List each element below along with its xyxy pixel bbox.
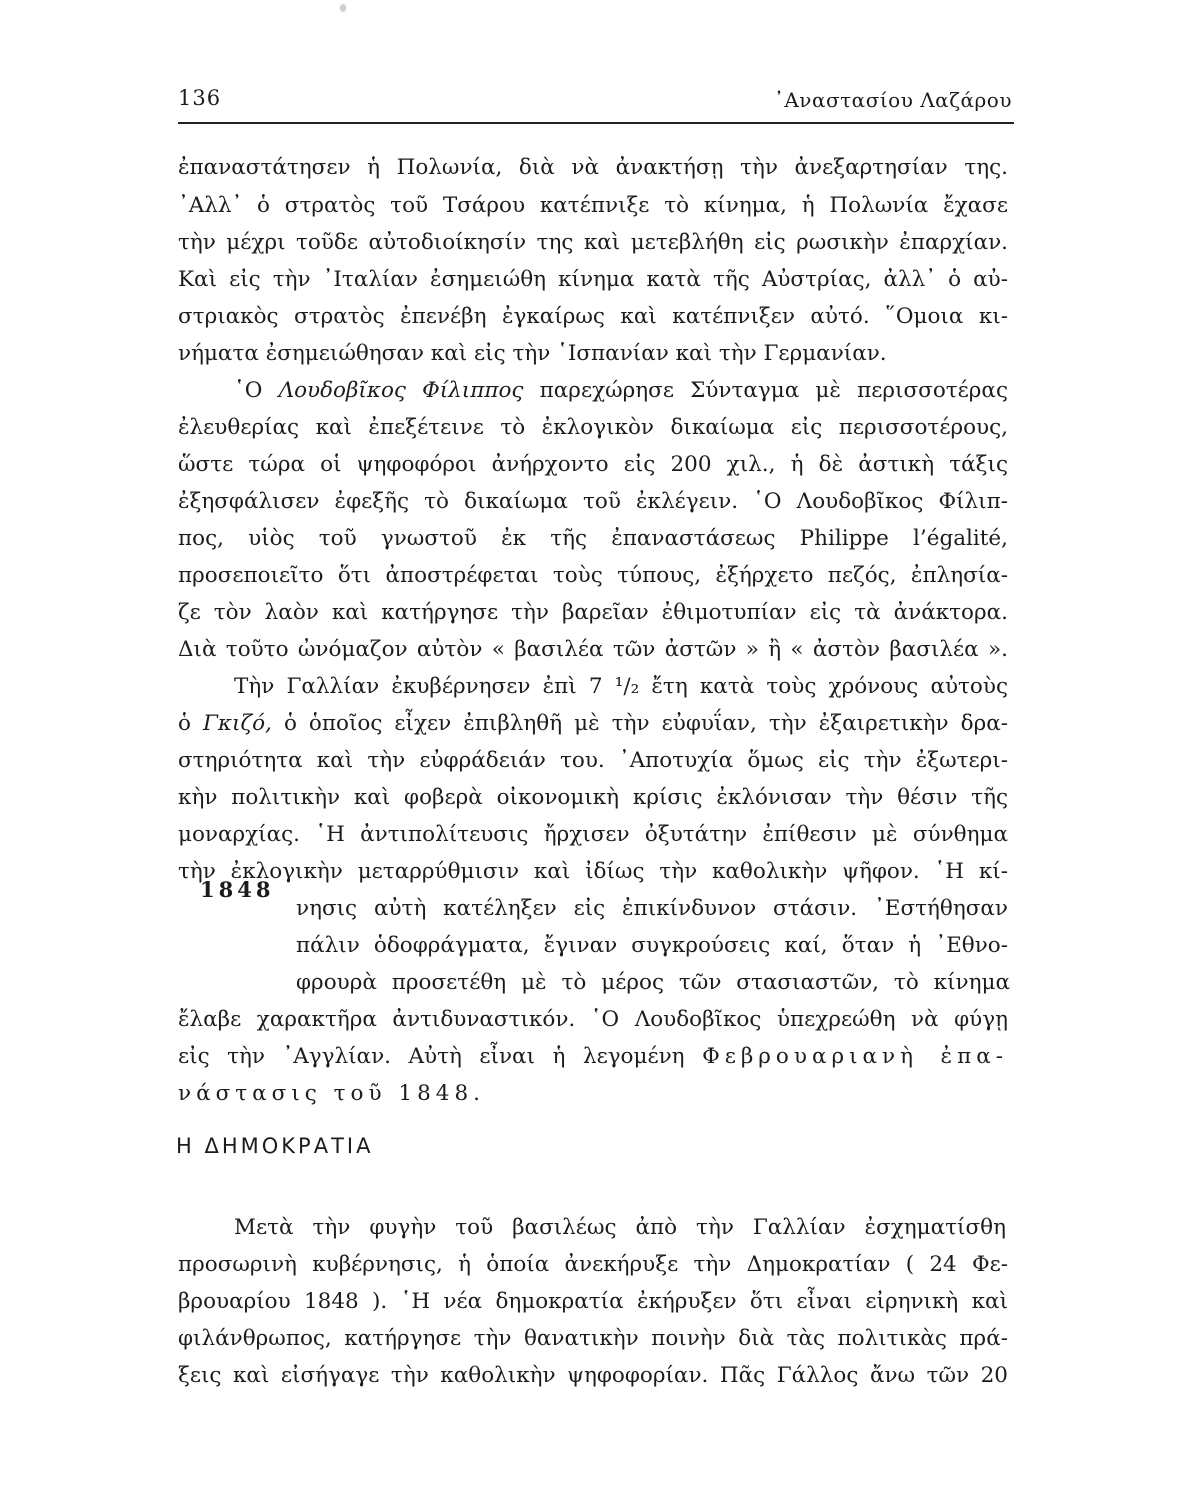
running-head: ᾿Αναστασίου Λαζάρου <box>773 88 1012 112</box>
paragraph-first-line <box>234 373 1008 409</box>
text-line <box>178 1076 1008 1112</box>
text-line: νήματα ἐσημειώθησαν καὶ εἰς τὴν ῾Ισπανίαν καὶ τὴν Γερμανίαν. <box>178 341 887 366</box>
text-line: πος, υἱὸς τοῦ γνωστοῦ ἐκ τῆς ἐπαναστάσεως Philippe l’égalité, <box>178 526 1008 551</box>
text-line: ξεις καὶ εἰσήγαγε τὴν καθολικὴν ψηφοφορίαν. Πᾶς Γάλλος ἄνω τῶν 20 <box>178 1363 1008 1388</box>
text-line: ὥστε τώρα οἱ ψηφοφόροι ἀνήρχοντο εἰς 200 χιλ., ἡ δὲ ἀστικὴ τάξις <box>178 452 1008 477</box>
text-line: τὴν ἐκλογικὴν μεταρρύθμισιν καὶ ἰδίως τὴν καθολικὴν ψῆφον. ῾Η κί- <box>178 859 1008 884</box>
text-run: ὁ ὁποῖος εἶχεν ἐπιβληθῆ μὲ τὴν εὐφυΐαν, τὴν ἐξαιρετικὴν δρα- <box>271 711 1008 736</box>
text-line: στριακὸς στρατὸς ἐπενέβη ἐγκαίρως καὶ κατέπνιξεν αὐτό. ῞Ομοια κι- <box>178 304 1008 329</box>
text-line: Διὰ τοῦτο ὠνόμαζον αὐτὸν « βασιλέα τῶν ἀστῶν » ἢ « ἀστὸν βασιλέα ». <box>178 637 1008 662</box>
text-line: μοναρχίας. ῾Η ἀντιπολίτευσις ἤρχισεν ὀξυτάτην ἐπίθεσιν μὲ σύνθημα <box>178 822 1008 847</box>
text-line: κὴν πολιτικὴν καὶ φοβερὰ οἰκονομικὴ κρίσις ἐκλόνισαν τὴν θέσιν τῆς <box>178 785 1008 810</box>
text-line: Καὶ εἰς τὴν ᾿Ιταλίαν ἐσημειώθη κίνημα κατὰ τῆς Αὐστρίας, ἀλλ᾿ ὁ αὐ- <box>178 267 1008 292</box>
paper-speck <box>340 4 346 12</box>
text-line: ἐλευθερίας καὶ ἐπεξέτεινε τὸ ἐκλογικὸν δικαίωμα εἰς περισσοτέρους, <box>178 415 1008 440</box>
text-line: Μετὰ τὴν φυγὴν τοῦ βασιλέως ἀπὸ τὴν Γαλλίαν ἐσχηματίσθη <box>234 1215 1006 1240</box>
italic-name: Λουδοβῖκος Φίλιππος <box>278 378 524 403</box>
text-line <box>178 1039 1008 1075</box>
text-line: βρουαρίου 1848 ). ῾Η νέα δημοκρατία ἐκήρυξεν ὅτι εἶναι εἰρηνικὴ καὶ <box>178 1289 1008 1314</box>
text-run: ὁ <box>178 711 203 736</box>
spaced-term: Φεβρουαριανὴ ἐπα- <box>702 1044 1008 1069</box>
spaced-term: νάστασις τοῦ 1848. <box>178 1081 485 1106</box>
margin-year-note: 1848 <box>200 877 275 902</box>
text-run: ῾Ο <box>234 378 279 403</box>
italic-name: Γκιζό, <box>203 711 272 736</box>
text-line: τὴν μέχρι τοῦδε αὐτοδιοίκησίν της καὶ μετεβλήθη εἰς ρωσικὴν ἐπαρχίαν. <box>178 230 1008 255</box>
page-header <box>178 86 1012 116</box>
text-line: ζε τὸν λαὸν καὶ κατήργησε τὴν βαρεῖαν ἐθιμοτυπίαν εἰς τὰ ἀνάκτορα. <box>178 600 1008 625</box>
text-line: προσωρινὴ κυβέρνησις, ἡ ὁποία ἀνεκήρυξε τὴν Δημοκρατίαν ( 24 Φε- <box>178 1252 1008 1277</box>
section-heading: Η ΔΗΜΟΚΡΑΤΙΑ <box>176 1134 374 1158</box>
text-line: νησις αὐτὴ κατέληξεν εἰς ἐπικίνδυνον στάσιν. ᾿Εστήθησαν <box>296 896 1008 921</box>
text-line: ᾿Αλλ᾿ ὁ στρατὸς τοῦ Τσάρου κατέπνιξε τὸ κίνημα, ἡ Πολωνία ἔχασε <box>178 193 1008 218</box>
text-line: πάλιν ὁδοφράγματα, ἔγιναν συγκρούσεις καί, ὅταν ἡ ᾿Εθνο- <box>296 933 1008 958</box>
text-line: Τὴν Γαλλίαν ἐκυβέρνησεν ἐπὶ 7 ¹/₂ ἔτη κατὰ τοὺς χρόνους αὐτοὺς <box>234 674 1008 699</box>
text-run: παρεχώρησε Σύνταγμα μὲ περισσοτέρας <box>523 378 1008 403</box>
text-line: ἔλαβε χαρακτῆρα ἀντιδυναστικόν. ῾Ο Λουδοβῖκος ὑπεχρεώθη νὰ φύγῃ <box>178 1007 1008 1032</box>
page-number: 136 <box>178 86 222 110</box>
text-line: ἐξησφάλισεν ἐφεξῆς τὸ δικαίωμα τοῦ ἐκλέγειν. ῾Ο Λουδοβῖκος Φίλιπ- <box>178 489 1008 514</box>
text-line <box>178 706 1008 742</box>
text-run: εἰς τὴν ᾿Αγγλίαν. Αὐτὴ εἶναι ἡ λεγομένη <box>178 1044 703 1069</box>
text-line: στηριότητα καὶ τὴν εὐφράδειάν του. ᾿Αποτυχία ὅμως εἰς τὴν ἐξωτερι- <box>178 748 1008 773</box>
text-line: ἐπαναστάτησεν ἡ Πολωνία, διὰ νὰ ἀνακτήσῃ τὴν ἀνεξαρτησίαν της. <box>178 155 1008 180</box>
text-line: φρουρὰ προσετέθη μὲ τὸ μέρος τῶν στασιαστῶν, τὸ κίνημα <box>296 970 1010 995</box>
header-rule <box>178 122 1014 124</box>
text-line: φιλάνθρωπος, κατήργησε τὴν θανατικὴν ποινὴν διὰ τὰς πολιτικὰς πρά- <box>178 1326 1008 1351</box>
text-line: προσεποιεῖτο ὅτι ἀποστρέφεται τοὺς τύπους, ἐξήρχετο πεζός, ἐπλησία- <box>178 563 1008 588</box>
